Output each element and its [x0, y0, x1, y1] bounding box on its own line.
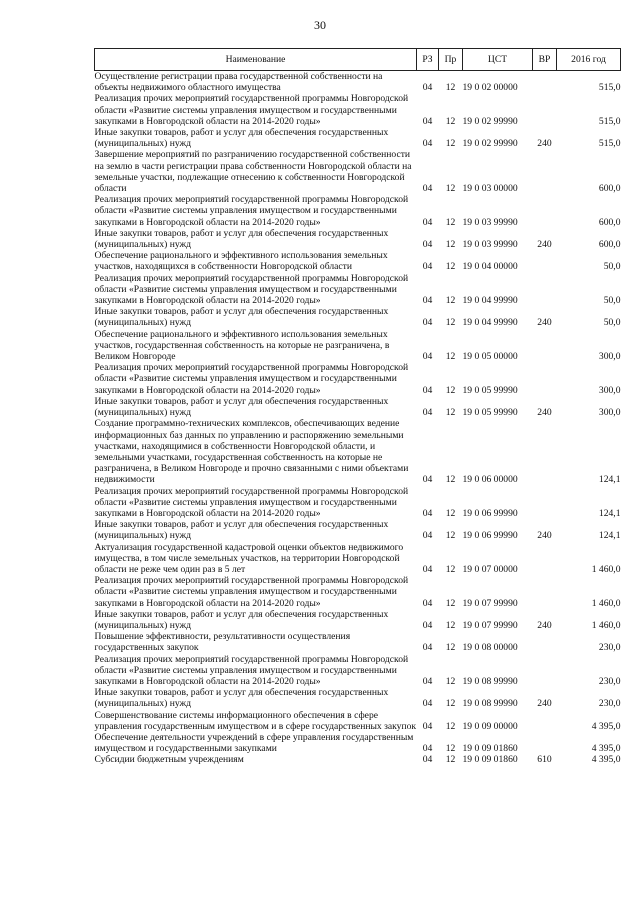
row-pr: 12	[445, 317, 456, 329]
table-header-row	[95, 49, 621, 71]
row-vr: 240	[537, 138, 552, 150]
table-row	[95, 732, 621, 754]
table-row	[95, 71, 621, 94]
table-row	[95, 93, 621, 127]
row-sum: 4 395,0	[591, 743, 621, 755]
row-rz: 04	[422, 675, 433, 687]
table-row	[95, 687, 621, 709]
row-rz: 04	[422, 530, 433, 542]
row-sum: 300,0	[598, 351, 621, 363]
header-pr: Пр	[439, 49, 463, 71]
row-cst: 19 0 02 99990	[462, 115, 518, 127]
row-sum: 4 395,0	[591, 754, 621, 766]
row-name: Реализация прочих мероприятий государственной программы Новгородской области «Развитие системы управления имуществом и государственными закупками в Новгородской области на 2014-2020 годы»	[94, 575, 409, 609]
row-sum: 230,0	[598, 675, 621, 687]
row-pr: 12	[445, 675, 456, 687]
table-row	[95, 396, 621, 418]
table-row	[95, 754, 621, 765]
row-cst: 19 0 05 99990	[462, 384, 518, 396]
table-row	[95, 631, 621, 653]
row-pr: 12	[445, 183, 456, 195]
row-rz: 04	[422, 754, 433, 766]
row-cst: 19 0 08 99990	[462, 698, 518, 710]
row-name: Иные закупки товаров, работ и услуг для обеспечения государственных (муниципальных) нужд	[94, 519, 389, 542]
row-sum: 1 460,0	[591, 563, 621, 575]
row-name: Иные закупки товаров, работ и услуг для обеспечения государственных (муниципальных) нужд	[94, 127, 389, 150]
row-vr	[533, 329, 557, 363]
row-rz: 04	[422, 82, 433, 94]
row-cst: 19 0 08 00000	[462, 642, 518, 654]
row-vr	[533, 631, 557, 653]
row-rz: 04	[422, 138, 433, 150]
row-name: Завершение мероприятий по разграничению государственной собственности на землю в части регистрации права собственности Новгородской области на земельные участки, подлежащие отнесению к собственности Новгородской области	[94, 149, 412, 195]
row-cst: 19 0 03 99990	[462, 239, 518, 251]
row-pr: 12	[445, 474, 456, 486]
row-name: Актуализация государственной кадастровой оценки объектов недвижимого имущества, в том числе земельных участков, на территории Новгородской области не реже чем один раз в 5 лет	[94, 541, 404, 575]
row-pr: 12	[445, 619, 456, 631]
table-row	[95, 418, 621, 485]
row-rz: 04	[422, 384, 433, 396]
row-sum: 600,0	[598, 183, 621, 195]
row-name: Обеспечение рационального и эффективного использования земельных участков, находящихся в собственности Новгородской области	[94, 250, 388, 273]
row-name: Иные закупки товаров, работ и услуг для обеспечения государственных (муниципальных) нужд	[94, 687, 389, 710]
row-vr	[533, 542, 557, 576]
row-sum: 1 460,0	[591, 619, 621, 631]
row-sum: 230,0	[598, 698, 621, 710]
row-pr: 12	[445, 407, 456, 419]
row-name: Иные закупки товаров, работ и услуг для обеспечения государственных (муниципальных) нужд	[94, 227, 389, 251]
row-pr: 12	[445, 261, 456, 273]
row-rz: 04	[422, 698, 433, 710]
row-name: Реализация прочих мероприятий государственной программы Новгородской области «Развитие системы управления имуществом и государственными закупками в Новгородской области на 2014-2020 годы»	[94, 272, 409, 307]
row-vr: 240	[537, 407, 552, 419]
row-vr: 240	[537, 317, 552, 329]
row-rz: 04	[422, 597, 433, 609]
table-row	[95, 609, 621, 631]
row-cst: 19 0 09 01860	[462, 743, 518, 755]
row-sum: 300,0	[598, 384, 621, 396]
row-rz: 04	[422, 720, 433, 732]
table-row	[95, 250, 621, 272]
row-sum: 230,0	[598, 642, 621, 654]
table-row	[95, 273, 621, 307]
row-pr: 12	[445, 384, 456, 396]
row-sum: 50,0	[603, 295, 621, 307]
table-row	[95, 710, 621, 732]
row-pr: 12	[445, 138, 456, 150]
row-cst: 19 0 02 00000	[462, 82, 518, 94]
row-cst: 19 0 07 99990	[462, 619, 518, 631]
row-pr: 12	[445, 507, 456, 519]
row-cst: 19 0 07 99990	[462, 597, 518, 609]
row-sum: 300,0	[598, 407, 621, 419]
row-name: Повышение эффективности, результативности осуществления государственных закупок	[94, 631, 351, 654]
row-cst: 19 0 05 99990	[462, 407, 518, 419]
row-cst: 19 0 09 00000	[462, 720, 518, 732]
row-name: Реализация прочих мероприятий государственной программы Новгородской области «Развитие системы управления имуществом и государственными закупками в Новгородской области на 2014-2020 годы»	[94, 653, 409, 687]
row-vr	[533, 486, 557, 520]
row-sum: 600,0	[598, 216, 621, 228]
page-number: 30	[314, 18, 326, 32]
table-row	[95, 149, 621, 194]
row-vr: 240	[537, 239, 552, 251]
table-body	[95, 71, 621, 766]
row-rz: 04	[422, 216, 433, 228]
header-sum: 2016 год	[557, 49, 621, 71]
row-rz: 04	[422, 474, 433, 486]
row-rz: 04	[422, 317, 433, 329]
row-name: Иные закупки товаров, работ и услуг для обеспечения государственных (муниципальных) нужд	[94, 395, 389, 419]
row-cst: 19 0 08 99990	[462, 675, 518, 687]
row-name: Совершенствование системы информационного обеспечения в сфере управления государственным имуществом и в сфере государственных закупок	[94, 709, 417, 732]
row-pr: 12	[445, 743, 456, 755]
table-row	[95, 194, 621, 228]
row-vr	[533, 362, 557, 396]
row-pr: 12	[445, 82, 456, 94]
row-sum: 515,0	[598, 138, 621, 150]
row-sum: 1 460,0	[591, 597, 621, 609]
row-cst: 19 0 04 99990	[462, 317, 518, 329]
row-name: Осуществление регистрации права государственной собственности на объекты недвижимого областного имущества	[94, 71, 383, 94]
row-cst: 19 0 03 99990	[462, 216, 518, 228]
row-cst: 19 0 06 99990	[462, 530, 518, 542]
row-name: Иные закупки товаров, работ и услуг для обеспечения государственных (муниципальных) нужд	[94, 608, 389, 631]
row-rz: 04	[422, 183, 433, 195]
row-cst: 19 0 06 00000	[462, 474, 518, 486]
header-cst: ЦСТ	[463, 49, 533, 71]
row-pr: 12	[445, 530, 456, 542]
row-rz: 04	[422, 295, 433, 307]
table-row	[95, 362, 621, 396]
row-sum: 4 395,0	[591, 720, 621, 732]
row-sum: 515,0	[598, 82, 621, 94]
row-cst: 19 0 09 01860	[462, 754, 518, 766]
row-sum: 124,1	[598, 530, 621, 542]
table-row	[95, 542, 621, 576]
row-vr	[533, 71, 557, 94]
row-rz: 04	[422, 507, 433, 519]
row-vr	[533, 273, 557, 307]
table-row	[95, 127, 621, 149]
row-name: Реализация прочих мероприятий государственной программы Новгородской области «Развитие системы управления имуществом и государственными закупками в Новгородской области на 2014-2020 годы»	[94, 194, 409, 228]
row-rz: 04	[422, 563, 433, 575]
row-pr: 12	[445, 563, 456, 575]
row-vr	[533, 732, 557, 754]
row-vr: 610	[537, 754, 552, 766]
row-name: Обеспечение рационального и эффективного использования земельных участков, государственная собственность на которые не разграничена, в Великом Новгороде	[94, 328, 390, 363]
row-pr: 12	[445, 216, 456, 228]
row-vr	[533, 149, 557, 194]
row-vr	[533, 654, 557, 688]
row-name: Субсидии бюджетным учреждениям	[94, 754, 244, 766]
row-rz: 04	[422, 261, 433, 273]
row-pr: 12	[445, 720, 456, 732]
row-rz: 04	[422, 115, 433, 127]
row-vr: 240	[537, 530, 552, 542]
row-sum: 600,0	[598, 239, 621, 251]
row-pr: 12	[445, 351, 456, 363]
row-cst: 19 0 04 99990	[462, 295, 518, 307]
row-vr	[533, 710, 557, 732]
row-pr: 12	[445, 115, 456, 127]
row-vr: 240	[537, 698, 552, 710]
table-row	[95, 575, 621, 609]
table-row	[95, 486, 621, 520]
header-rz: РЗ	[417, 49, 439, 71]
row-sum: 124,1	[598, 507, 621, 519]
row-rz: 04	[422, 642, 433, 654]
row-vr	[533, 93, 557, 127]
row-vr	[533, 575, 557, 609]
row-pr: 12	[445, 239, 456, 251]
row-name: Реализация прочих мероприятий государственной программы Новгородской области «Развитие системы управления имуществом и государственными закупками в Новгородской области на 2014-2020 годы»	[94, 362, 409, 396]
row-rz: 04	[422, 239, 433, 251]
header-vr: ВР	[533, 49, 557, 71]
row-vr	[533, 194, 557, 228]
row-vr: 240	[537, 619, 552, 631]
row-vr	[533, 418, 557, 485]
row-cst: 19 0 02 99990	[462, 138, 518, 150]
row-name: Реализация прочих мероприятий государственной программы Новгородской области «Развитие системы управления имуществом и государственными закупками в Новгородской области на 2014-2020 годы»	[94, 93, 409, 127]
row-name: Создание программно-технических комплексов, обеспечивающих ведение информационных баз данных по управлению и распоряжению земельными участками, находящимися в собственности Новгородской области, и земельными участками, государственная собственность на которые не разграничена, в Великом Новгороде и прочно связанными с ними объектами недвижимости	[94, 418, 409, 486]
row-sum: 515,0	[598, 115, 621, 127]
row-pr: 12	[445, 642, 456, 654]
row-cst: 19 0 03 00000	[462, 183, 518, 195]
row-vr	[533, 250, 557, 272]
row-sum: 124,1	[598, 474, 621, 486]
row-rz: 04	[422, 407, 433, 419]
table-row	[95, 654, 621, 688]
row-rz: 04	[422, 619, 433, 631]
table-row	[95, 228, 621, 250]
row-sum: 50,0	[603, 317, 621, 329]
table-row	[95, 329, 621, 363]
row-cst: 19 0 04 00000	[462, 261, 518, 273]
header-name: Наименование	[95, 49, 417, 71]
row-name: Реализация прочих мероприятий государственной программы Новгородской области «Развитие системы управления имуществом и государственными закупками в Новгородской области на 2014-2020 годы»	[94, 485, 409, 519]
row-sum: 50,0	[603, 261, 621, 273]
row-pr: 12	[445, 295, 456, 307]
row-name: Обеспечение деятельности учреждений в сфере управления государственным имуществом и государственными закупками	[94, 731, 414, 755]
table-row	[95, 519, 621, 541]
row-cst: 19 0 05 00000	[462, 351, 518, 363]
row-name: Иные закупки товаров, работ и услуг для обеспечения государственных (муниципальных) нужд	[94, 306, 389, 329]
row-rz: 04	[422, 351, 433, 363]
row-cst: 19 0 06 99990	[462, 507, 518, 519]
table-row	[95, 306, 621, 328]
row-rz: 04	[422, 743, 433, 755]
row-cst: 19 0 07 00000	[462, 563, 518, 575]
row-pr: 12	[445, 698, 456, 710]
row-pr: 12	[445, 754, 456, 766]
budget-table	[94, 48, 621, 766]
row-pr: 12	[445, 597, 456, 609]
